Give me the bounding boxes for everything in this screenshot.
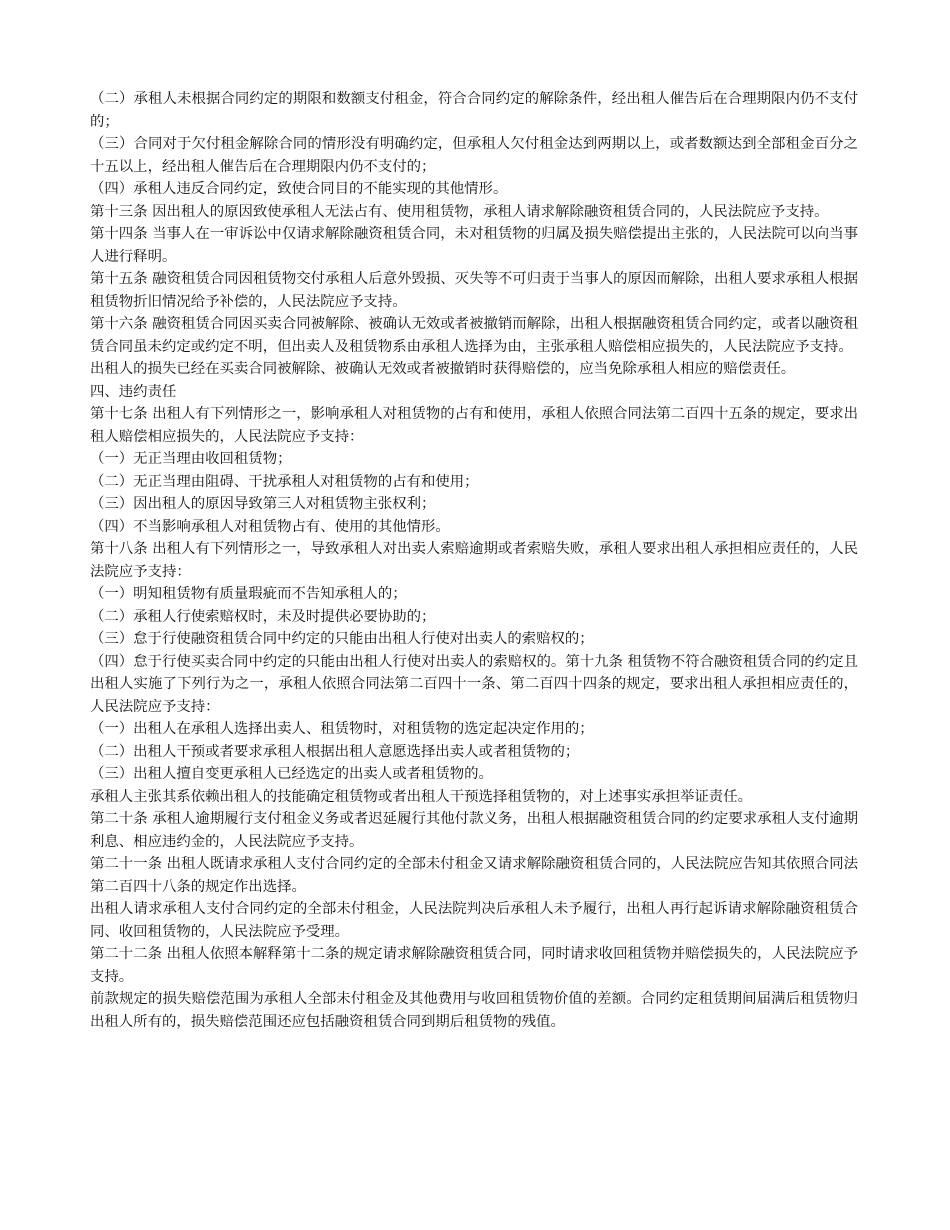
article-13: 第十三条 因出租人的原因致使承租人无法占有、使用租赁物，承租人请求解除融资租赁合同的，人民法院应予支持。 — [90, 203, 829, 220]
article-19-item-2: （二）出租人干预或者要求承租人根据出租人意愿选择出卖人或者租赁物的； — [90, 743, 580, 760]
article-18-item-1: （一）明知租赁物有质量瑕疵而不告知承租人的； — [90, 586, 407, 602]
article-18: 第十八条 出租人有下列情形之一，导致承租人对出卖人索赔逾期或者索赔失败，承租人要求出租人承担相应责任的，人民法院应予支持： — [90, 541, 858, 580]
article-17: 第十七条 出租人有下列情形之一，影响承租人对租赁物的占有和使用，承租人依照合同法第二百四十五条的规定，要求出租人赔偿相应损失的，人民法院应予支持： — [90, 406, 858, 445]
article-21-note: 出租人请求承租人支付合同约定的全部未付租金，人民法院判决后承租人未予履行，出租人再行起诉请求解除融资租赁合同、收回租赁物的，人民法院应予受理。 — [90, 901, 858, 940]
article-19-item-1: （一）出租人在承租人选择出卖人、租赁物时，对租赁物的选定起决定作用的； — [90, 721, 594, 737]
article-17-item-3: （三）因出租人的原因导致第三人对租赁物主张权利； — [90, 496, 436, 512]
article-17-item-1: （一）无正当理由收回租赁物； — [90, 451, 292, 467]
paragraph-item-3: （三）合同对于欠付租金解除合同的情形没有明确约定，但承租人欠付租金达到两期以上，或者数额达到全部租金百分之十五以上，经出租人催告后在合理期限内仍不支付的； — [90, 136, 858, 175]
article-20: 第二十条 承租人逾期履行支付租金义务或者迟延履行其他付款义务，出租人根据融资租赁合同的约定要求承租人支付逾期利息、相应违约金的，人民法院应予支持。 — [90, 811, 858, 850]
article-21: 第二十一条 出租人既请求承租人支付合同约定的全部未付租金又请求解除融资租赁合同的，人民法院应告知其依照合同法第二百四十八条的规定作出选择。 — [90, 856, 858, 895]
article-17-item-4: （四）不当影响承租人对租赁物占有、使用的其他情形。 — [90, 518, 450, 535]
article-18-item-2: （二）承租人行使索赔权时，未及时提供必要协助的； — [90, 608, 436, 625]
article-18-item-4-and-article-19: （四）怠于行使买卖合同中约定的只能由出租人行使对出卖人的索赔权的。第十九条 租赁物不符合融资租赁合同的约定且出租人实施了下列行为之一，承租人依照合同法第二百四十一条、第二百四十四条的规定，要求出租人承担相应责任的，人民法院应予支持： — [90, 653, 858, 715]
article-19-item-3: （三）出租人擅自变更承租人已经选定的出卖人或者租赁物的。 — [90, 766, 493, 782]
document-body — [90, 88, 858, 1033]
article-17-item-2: （二）无正当理由阻碍、干扰承租人对租赁物的占有和使用； — [90, 473, 479, 490]
article-16-note: 出租人的损失已经在买卖合同被解除、被确认无效或者被撤销时获得赔偿的，应当免除承租人相应的赔偿责任。 — [90, 361, 796, 377]
article-18-item-3: （三）怠于行使融资租赁合同中约定的只能由出租人行使对出卖人的索赔权的； — [90, 631, 594, 647]
article-14: 第十四条 当事人在一审诉讼中仅请求解除融资租赁合同，未对租赁物的归属及损失赔偿提出主张的，人民法院可以向当事人进行释明。 — [90, 226, 858, 265]
article-22: 第二十二条 出租人依照本解释第十二条的规定请求解除融资租赁合同，同时请求收回租赁物并赔偿损失的，人民法院应予支持。 — [90, 946, 858, 985]
paragraph-item-2: （二）承租人未根据合同约定的期限和数额支付租金，符合合同约定的解除条件，经出租人催告后在合理期限内仍不支付的； — [90, 91, 858, 130]
section-heading-breach: 四、违约责任 — [90, 383, 177, 400]
article-22-note: 前款规定的损失赔偿范围为承租人全部未付租金及其他费用与收回租赁物价值的差额。合同约定租赁期间届满后租赁物归出租人所有的，损失赔偿范围还应包括融资租赁合同到期后租赁物的残值。 — [90, 991, 858, 1030]
article-19-burden-of-proof: 承租人主张其系依赖出租人的技能确定租赁物或者出租人干预选择租赁物的，对上述事实承担举证责任。 — [90, 788, 752, 805]
paragraph-item-4: （四）承租人违反合同约定，致使合同目的不能实现的其他情形。 — [90, 181, 508, 197]
article-15: 第十五条 融资租赁合同因租赁物交付承租人后意外毁损、灭失等不可归责于当事人的原因而解除，出租人要求承租人根据租赁物折旧情况给予补偿的，人民法院应予支持。 — [90, 271, 858, 310]
article-16: 第十六条 融资租赁合同因买卖合同被解除、被确认无效或者被撤销而解除，出租人根据融资租赁合同约定，或者以融资租赁合同虽未约定或约定不明，但出卖人及租赁物系由承租人选择为由，主张承租人赔偿相应损失的，人民法院应予支持。 — [90, 316, 858, 355]
